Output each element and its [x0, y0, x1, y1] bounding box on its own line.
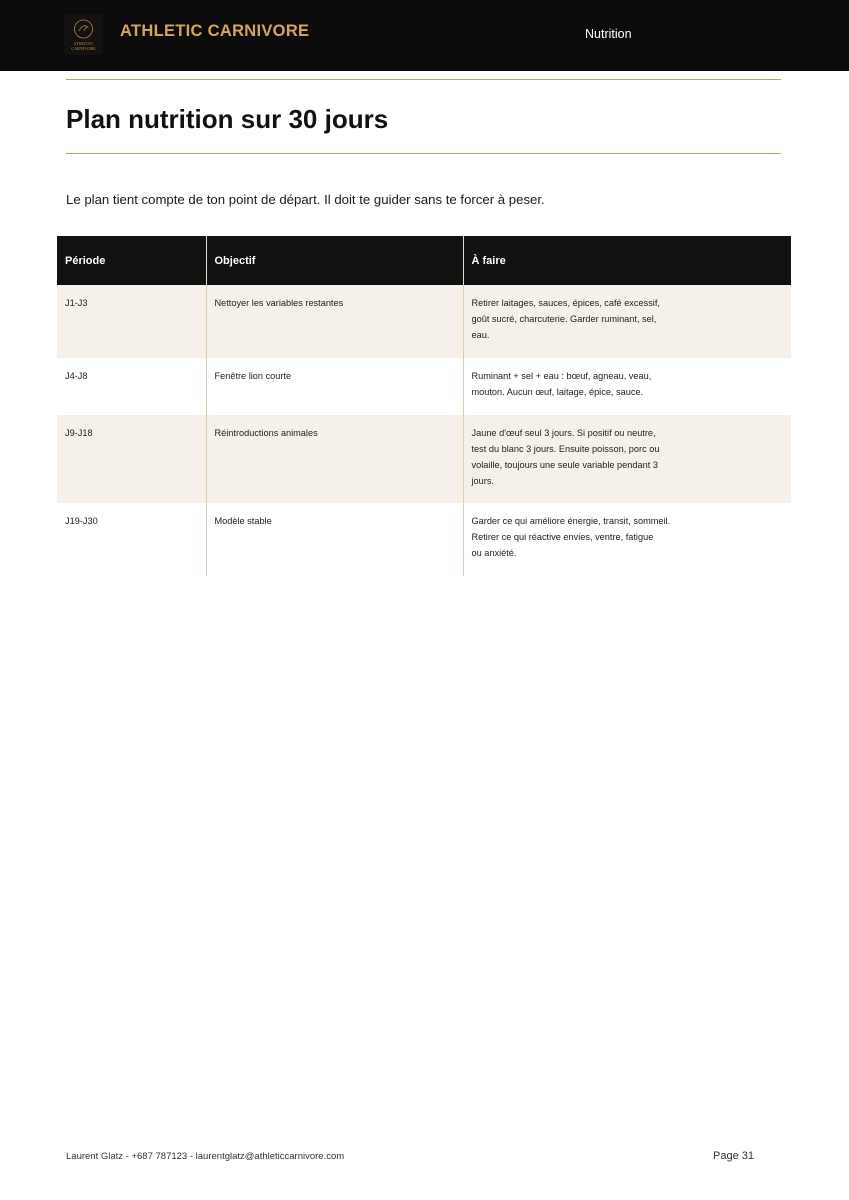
todo-line: Garder ce qui améliore énergie, transit, sommeil. — [471, 516, 671, 526]
title-rule-top — [66, 79, 781, 80]
goal-cell: Réintroductions animales — [206, 415, 463, 503]
svg-text:ATHLETIC: ATHLETIC — [73, 41, 94, 46]
goal-cell: Fenêtre lion courte — [206, 358, 463, 415]
todo-line: Retirer laitages, sauces, épices, café excessif, — [471, 298, 660, 308]
top-header-bar — [0, 0, 849, 71]
todo-line: volaille, toujours une seule variable pendant 3 — [471, 460, 658, 470]
period-cell: J4-J8 — [57, 358, 206, 415]
todo-cell — [463, 285, 791, 358]
todo-line: goût sucré, charcuterie. Garder ruminant, sel, — [471, 314, 657, 324]
footer-contact: Laurent Glatz - +687 787123 - laurentglatz@athleticcarnivore.com — [66, 1151, 345, 1162]
todo-line: Jaune d'œuf seul 3 jours. Si positif ou neutre, — [471, 428, 656, 438]
svg-text:CARNIVORE: CARNIVORE — [71, 46, 96, 51]
table-row — [57, 415, 791, 503]
title-rule-bottom — [66, 153, 781, 154]
todo-cell — [463, 503, 791, 576]
brand-logo — [64, 14, 103, 55]
period-cell: J19-J30 — [57, 503, 206, 576]
todo-line: Retirer ce qui réactive envies, ventre, fatigue — [471, 532, 654, 542]
page-number: Page 31 — [713, 1150, 754, 1162]
column-header-period: Période — [57, 236, 206, 285]
table-row — [57, 358, 791, 415]
intro-text: Le plan tient compte de ton point de départ. Il doit te guider sans te forcer à peser. — [66, 192, 545, 207]
period-cell: J9-J18 — [57, 415, 206, 503]
goal-cell: Nettoyer les variables restantes — [206, 285, 463, 358]
nutrition-plan-table — [57, 236, 791, 576]
table-row — [57, 285, 791, 358]
todo-line: jours. — [471, 476, 494, 486]
brand-name: ATHLETIC CARNIVORE — [120, 22, 310, 40]
table-row — [57, 503, 791, 576]
goal-cell: Modèle stable — [206, 503, 463, 576]
page-title: Plan nutrition sur 30 jours — [66, 104, 389, 134]
todo-line: eau. — [471, 330, 490, 340]
column-header-goal: Objectif — [206, 236, 463, 285]
todo-line: test du blanc 3 jours. Ensuite poisson, porc ou — [471, 444, 660, 454]
todo-line: ou anxiété. — [471, 548, 517, 558]
todo-line: Ruminant + sel + eau : bœuf, agneau, veau, — [471, 371, 652, 381]
column-header-todo: À faire — [463, 236, 791, 285]
section-label: Nutrition — [585, 27, 632, 41]
period-cell: J1-J3 — [57, 285, 206, 358]
todo-cell — [463, 415, 791, 503]
todo-line: mouton. Aucun œuf, laitage, épice, sauce. — [471, 387, 644, 397]
table-header-row — [57, 236, 791, 285]
todo-cell — [463, 358, 791, 415]
